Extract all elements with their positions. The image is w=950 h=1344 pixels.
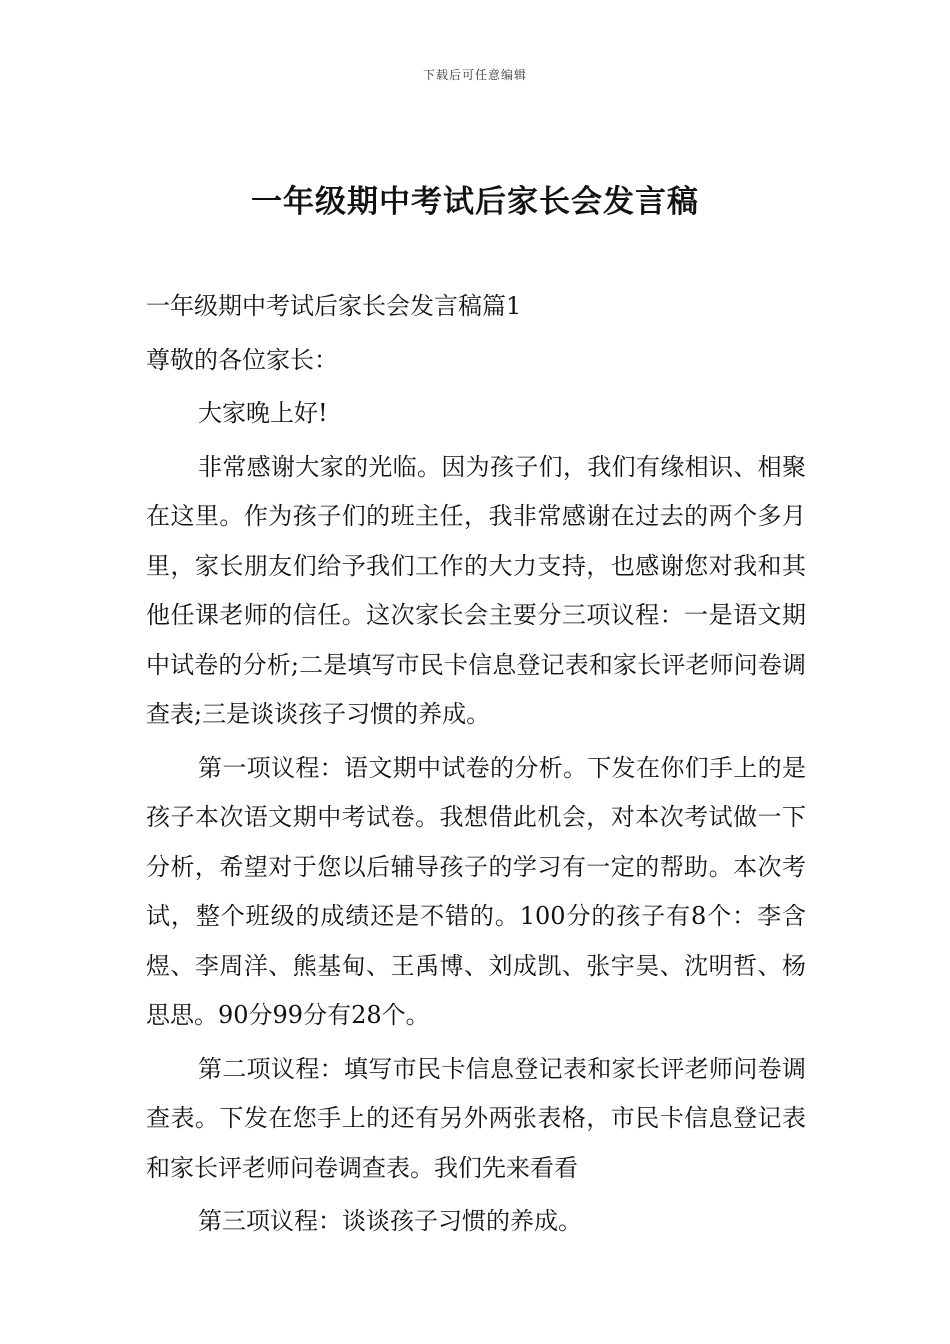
document-title: 一年级期中考试后家长会发言稿 [251, 184, 699, 220]
paragraph-agenda-1: 第一项议程：语文期中试卷的分析。下发在你们手上的是孩子本次语文期中考试卷。我想借此机会，对本次考试做一下分析，希望对于您以后辅导孩子的学习有一定的帮助。本次考试，整个班级的成绩还是不错的。100分的孩子有8个：李含煜、李周洋、熊基甸、王禹博、刘成凯、张宇昊、沈明哲、杨思思。90分99分有28个。 [146, 753, 806, 1029]
document-subtitle: 一年级期中考试后家长会发言稿篇1 [146, 292, 522, 320]
header-note: 下载后可任意编辑 [422, 68, 527, 82]
salutation: 尊敬的各位家长： [146, 345, 338, 374]
paragraph-agenda-3: 第三项议程：谈谈孩子习惯的养成。 [198, 1207, 582, 1235]
paragraph-agenda-2: 第二项议程：填写市民卡信息登记表和家长评老师问卷调查表。下发在您手上的还有另外两张表格，市民卡信息登记表和家长评老师问卷调查表。我们先来看看 [146, 1054, 806, 1182]
document-body [146, 282, 806, 1247]
opening-line: 大家晚上好! [198, 399, 328, 427]
paragraph-intro: 非常感谢大家的光临。因为孩子们，我们有缘相识、相聚在这里。作为孩子们的班主任，我非常感谢在过去的两个多月里，家长朋友们给予我们工作的大力支持，也感谢您对我和其他任课老师的信任。这次家长会主要分三项议程：一是语文期中试卷的分析;二是填写市民卡信息登记表和家长评老师问卷调查表;三是谈谈孩子习惯的养成。 [146, 452, 806, 728]
